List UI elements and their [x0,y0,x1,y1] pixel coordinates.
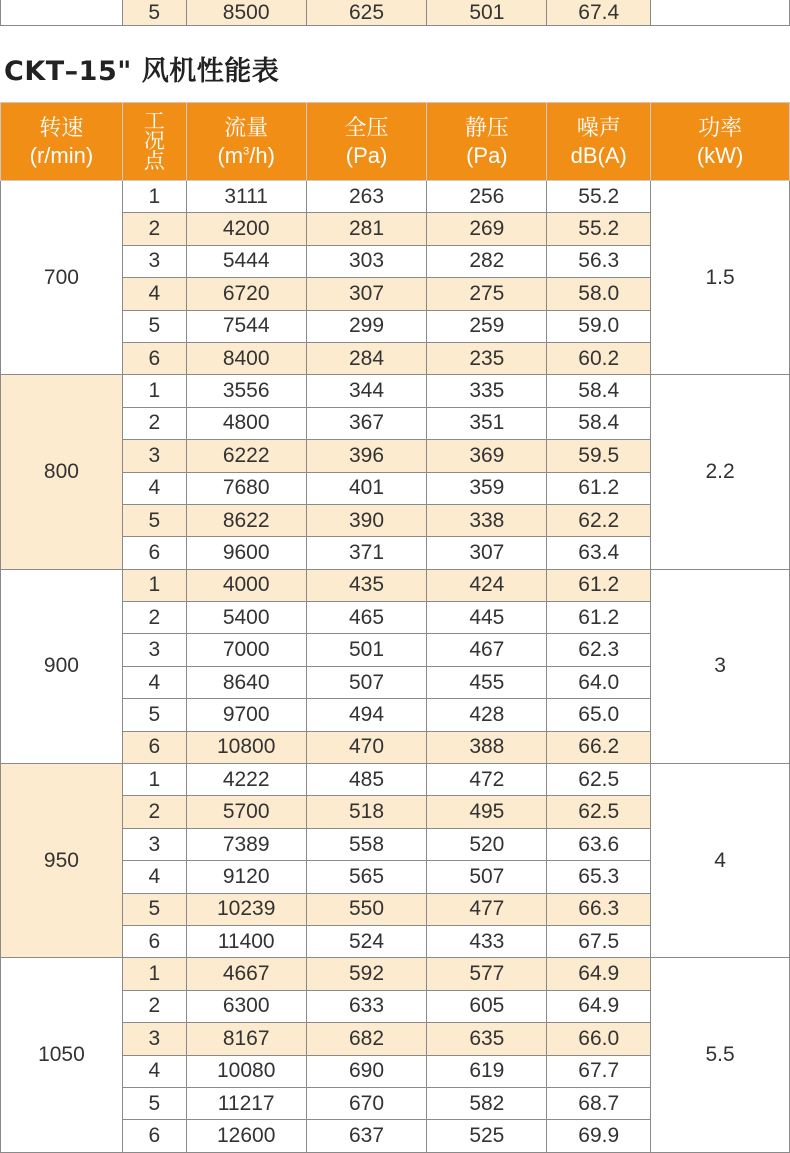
static-pressure-cell: 445 [427,602,547,634]
point-cell: 5 [122,699,186,731]
total-pressure-cell: 263 [306,181,427,213]
total-pressure-cell: 682 [306,1023,427,1055]
total-pressure-cell: 284 [306,342,427,374]
flow-cell: 4667 [186,958,306,990]
noise-cell: 67.7 [547,1055,651,1087]
performance-table [0,102,790,1153]
static-pressure-cell: 351 [427,407,547,439]
previous-table-fragment [0,0,790,26]
power-cell: 1.5 [651,181,790,375]
point-cell: 5 [122,1087,186,1119]
noise-cell: 58.4 [547,375,651,407]
point-cell: 2 [122,796,186,828]
noise-cell: 61.2 [547,569,651,601]
point-cell: 1 [122,569,186,601]
speed-cell: 800 [1,375,123,569]
total-pressure-cell: 633 [306,990,427,1022]
point-cell: 1 [122,764,186,796]
noise-cell: 66.2 [547,731,651,763]
noise-cell: 61.2 [547,602,651,634]
static-pressure-cell: 359 [427,472,547,504]
point-cell: 6 [122,537,186,569]
total-pressure-cell: 390 [306,504,427,536]
static-pressure-cell: 455 [427,666,547,698]
flow-cell: 5400 [186,602,306,634]
table-row [1,375,790,407]
table-row [1,764,790,796]
power-cell: 3 [651,569,790,763]
flow-cell: 7680 [186,472,306,504]
point-cell: 3 [122,634,186,666]
total-pressure-cell: 303 [306,245,427,277]
header-speed: 转速 (r/min) [1,103,123,181]
static-pressure-cell: 577 [427,958,547,990]
noise-cell: 56.3 [547,245,651,277]
point-cell: 3 [122,245,186,277]
point-cell: 1 [122,958,186,990]
noise-cell: 61.2 [547,472,651,504]
noise-cell: 62.2 [547,504,651,536]
flow-cell: 8640 [186,666,306,698]
point-cell: 3 [122,1023,186,1055]
point-cell: 2 [122,213,186,245]
point-cell: 5 [122,0,186,26]
flow-cell: 7544 [186,310,306,342]
point-cell: 6 [122,1120,186,1152]
total-pressure-cell: 670 [306,1087,427,1119]
flow-cell: 6720 [186,278,306,310]
static-pressure-cell: 605 [427,990,547,1022]
static-pressure-cell: 307 [427,537,547,569]
flow-cell: 4222 [186,764,306,796]
total-pressure-cell: 592 [306,958,427,990]
table-row [1,958,790,990]
flow-cell: 10800 [186,731,306,763]
static-pressure-cell: 269 [427,213,547,245]
noise-cell: 55.2 [547,213,651,245]
flow-cell: 9600 [186,537,306,569]
total-pressure-cell: 281 [306,213,427,245]
noise-cell: 64.9 [547,958,651,990]
flow-cell: 8400 [186,342,306,374]
static-pressure-cell: 582 [427,1087,547,1119]
total-pressure-cell: 690 [306,1055,427,1087]
static-pressure-cell: 619 [427,1055,547,1087]
flow-cell: 12600 [186,1120,306,1152]
noise-cell: 69.9 [547,1120,651,1152]
point-cell: 4 [122,278,186,310]
point-cell: 4 [122,1055,186,1087]
flow-cell: 4800 [186,407,306,439]
header-static-pressure: 静压 (Pa) [427,103,547,181]
static-pressure-cell: 259 [427,310,547,342]
flow-cell: 4000 [186,569,306,601]
total-pressure-cell: 501 [306,634,427,666]
noise-cell: 60.2 [547,342,651,374]
speed-cell: 700 [1,181,123,375]
point-cell: 6 [122,731,186,763]
flow-cell: 5700 [186,796,306,828]
static-pressure-cell: 424 [427,569,547,601]
point-cell: 1 [122,375,186,407]
static-pressure-cell: 520 [427,828,547,860]
flow-cell: 8500 [186,0,306,26]
static-pressure-cell: 335 [427,375,547,407]
flow-cell: 3556 [186,375,306,407]
static-pressure-cell: 472 [427,764,547,796]
noise-cell: 68.7 [547,1087,651,1119]
total-pressure-cell: 299 [306,310,427,342]
flow-cell: 8167 [186,1023,306,1055]
table-row [1,181,790,213]
static-pressure-cell: 256 [427,181,547,213]
total-pressure-cell: 550 [306,893,427,925]
flow-cell: 8622 [186,504,306,536]
noise-cell: 59.5 [547,440,651,472]
header-point [122,103,186,181]
flow-cell: 4200 [186,213,306,245]
flow-cell: 7389 [186,828,306,860]
static-pressure-cell: 501 [427,0,547,26]
total-pressure-cell: 494 [306,699,427,731]
point-cell: 3 [122,440,186,472]
point-cell: 1 [122,181,186,213]
total-pressure-cell: 371 [306,537,427,569]
total-pressure-cell: 470 [306,731,427,763]
point-cell: 3 [122,828,186,860]
power-cell: 5.5 [651,958,790,1152]
total-pressure-cell: 401 [306,472,427,504]
noise-cell: 63.4 [547,537,651,569]
speed-cell: 950 [1,764,123,958]
header-point-label: 工 况 点 [143,109,165,173]
noise-cell: 58.0 [547,278,651,310]
static-pressure-cell: 477 [427,893,547,925]
flow-cell: 11400 [186,925,306,957]
table-title: CKT–15" 风机性能表 [4,56,280,87]
noise-cell: 64.0 [547,666,651,698]
static-pressure-cell: 433 [427,925,547,957]
table-row [1,569,790,601]
noise-cell: 66.0 [547,1023,651,1055]
point-cell: 2 [122,990,186,1022]
speed-cell: 900 [1,569,123,763]
noise-cell: 62.5 [547,796,651,828]
static-pressure-cell: 495 [427,796,547,828]
flow-cell: 9700 [186,699,306,731]
flow-cell: 6300 [186,990,306,1022]
flow-cell: 10239 [186,893,306,925]
power-cell: 2.2 [651,375,790,569]
point-cell: 4 [122,666,186,698]
flow-cell: 9120 [186,861,306,893]
total-pressure-cell: 507 [306,666,427,698]
header-flow: 流量 $(m^3/h)$ [186,103,306,181]
point-cell: 5 [122,893,186,925]
header-noise: 噪声 dB(A) [547,103,651,181]
noise-cell: 67.5 [547,925,651,957]
total-pressure-cell: 637 [306,1120,427,1152]
flow-cell: 11217 [186,1087,306,1119]
static-pressure-cell: 369 [427,440,547,472]
total-pressure-cell: 558 [306,828,427,860]
total-pressure-cell: 344 [306,375,427,407]
noise-cell: 63.6 [547,828,651,860]
total-pressure-cell: 625 [306,0,427,26]
static-pressure-cell: 525 [427,1120,547,1152]
flow-cell: 3111 [186,181,306,213]
noise-cell: 62.5 [547,764,651,796]
flow-cell: 7000 [186,634,306,666]
point-cell: 5 [122,504,186,536]
noise-cell: 64.9 [547,990,651,1022]
noise-cell: 65.0 [547,699,651,731]
table-row [1,0,790,26]
total-pressure-cell: 396 [306,440,427,472]
noise-cell: 59.0 [547,310,651,342]
point-cell: 2 [122,407,186,439]
header-row [1,103,790,181]
total-pressure-cell: 565 [306,861,427,893]
static-pressure-cell: 635 [427,1023,547,1055]
static-pressure-cell: 467 [427,634,547,666]
point-cell: 4 [122,472,186,504]
noise-cell: 55.2 [547,181,651,213]
point-cell: 2 [122,602,186,634]
power-cell: 4 [651,764,790,958]
flow-cell: 6222 [186,440,306,472]
total-pressure-cell: 485 [306,764,427,796]
point-cell: 6 [122,342,186,374]
static-pressure-cell: 388 [427,731,547,763]
static-pressure-cell: 235 [427,342,547,374]
point-cell: 4 [122,861,186,893]
speed-cell: 1050 [1,958,123,1152]
total-pressure-cell: 524 [306,925,427,957]
static-pressure-cell: 428 [427,699,547,731]
speed-cell [1,0,123,26]
noise-cell: 67.4 [547,0,651,26]
point-cell: 5 [122,310,186,342]
total-pressure-cell: 518 [306,796,427,828]
static-pressure-cell: 338 [427,504,547,536]
power-cell [651,0,790,26]
header-power: 功率 (kW) [651,103,790,181]
total-pressure-cell: 307 [306,278,427,310]
total-pressure-cell: 367 [306,407,427,439]
flow-cell: 10080 [186,1055,306,1087]
noise-cell: 65.3 [547,861,651,893]
static-pressure-cell: 507 [427,861,547,893]
static-pressure-cell: 275 [427,278,547,310]
total-pressure-cell: 465 [306,602,427,634]
point-cell: 6 [122,925,186,957]
static-pressure-cell: 282 [427,245,547,277]
flow-cell: 5444 [186,245,306,277]
header-total-pressure: 全压 (Pa) [306,103,427,181]
total-pressure-cell: 435 [306,569,427,601]
noise-cell: 62.3 [547,634,651,666]
noise-cell: 66.3 [547,893,651,925]
noise-cell: 58.4 [547,407,651,439]
